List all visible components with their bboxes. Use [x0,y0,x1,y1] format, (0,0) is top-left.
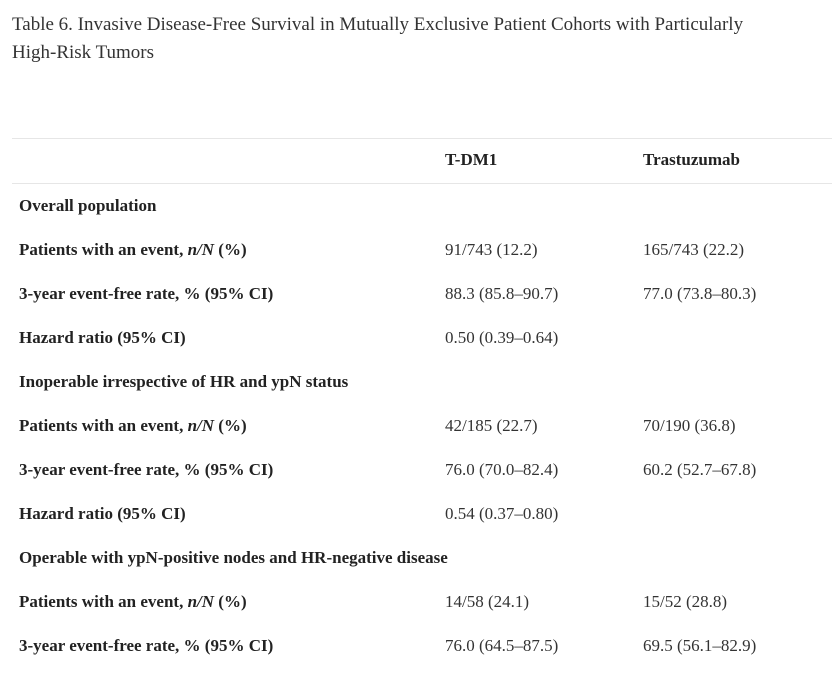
table-row [12,316,832,360]
row-label-text: Overall population [19,196,157,215]
cell-tdm1: 0.54 (0.37–0.80) [445,504,559,523]
row-label-text: 3-year event-free rate, % (95% CI) [19,636,274,655]
table-row [12,624,832,668]
cell-tdm1: 14/58 (24.1) [445,592,530,611]
row-label [19,624,273,668]
row-label-suffix: (%) [214,416,247,435]
row-label [19,228,247,272]
table-row [12,404,832,448]
row-label-italic: n/N [187,592,215,611]
column-header-trastuzumab: Trastuzumab [643,150,740,169]
row-label [19,272,273,316]
row-label [19,448,273,492]
row-label [19,316,186,360]
row-label-text: 3-year event-free rate, % (95% CI) [19,284,274,303]
cell-trastuzumab: 70/190 (36.8) [643,416,736,435]
row-label-suffix: (%) [214,592,247,611]
row-label-italic: n/N [187,240,215,259]
row-label-text: Hazard ratio (95% CI) [19,328,186,347]
table-caption: Table 6. Invasive Disease-Free Survival in Mutually Exclusive Patient Cohorts with Particularly High-Risk Tumors [12,14,744,63]
cell-tdm1: 42/185 (22.7) [445,416,538,435]
row-label-text: Patients with an event, [19,416,188,435]
cell-tdm1: 88.3 (85.8–90.7) [445,284,559,303]
table-row [12,272,832,316]
row-label-text: Inoperable irrespective of HR and ypN status [19,372,349,391]
cell-tdm1: 0.50 (0.39–0.64) [445,328,559,347]
table-row [12,580,832,624]
row-label-text: 3-year event-free rate, % (95% CI) [19,460,274,479]
table-row [12,536,832,580]
row-label [19,536,448,580]
table-top-rule [12,138,832,139]
cell-tdm1: 76.0 (70.0–82.4) [445,460,559,479]
cell-trastuzumab: 60.2 (52.7–67.8) [643,460,757,479]
row-label-text: Hazard ratio (95% CI) [19,504,186,523]
cell-trastuzumab: 69.5 (56.1–82.9) [643,636,757,655]
table-row [12,360,832,404]
cell-trastuzumab: 77.0 (73.8–80.3) [643,284,757,303]
row-label-text: Patients with an event, [19,240,188,259]
cell-tdm1: 76.0 (64.5–87.5) [445,636,559,655]
row-label [19,580,247,624]
column-header-tdm1: T-DM1 [445,150,498,169]
table-row [12,448,832,492]
row-label-suffix: (%) [214,240,247,259]
row-label [19,492,186,536]
row-label-italic: n/N [187,416,215,435]
row-label [19,360,348,404]
row-label [19,184,156,228]
table-row [12,492,832,536]
row-label-text: Patients with an event, [19,592,188,611]
table-row [12,228,832,272]
cell-tdm1: 91/743 (12.2) [445,240,538,259]
row-label [19,404,247,448]
table-row [12,184,832,228]
cell-trastuzumab: 165/743 (22.2) [643,240,745,259]
cell-trastuzumab: 15/52 (28.8) [643,592,728,611]
row-label-text: Operable with ypN-positive nodes and HR-negative disease [19,548,448,567]
